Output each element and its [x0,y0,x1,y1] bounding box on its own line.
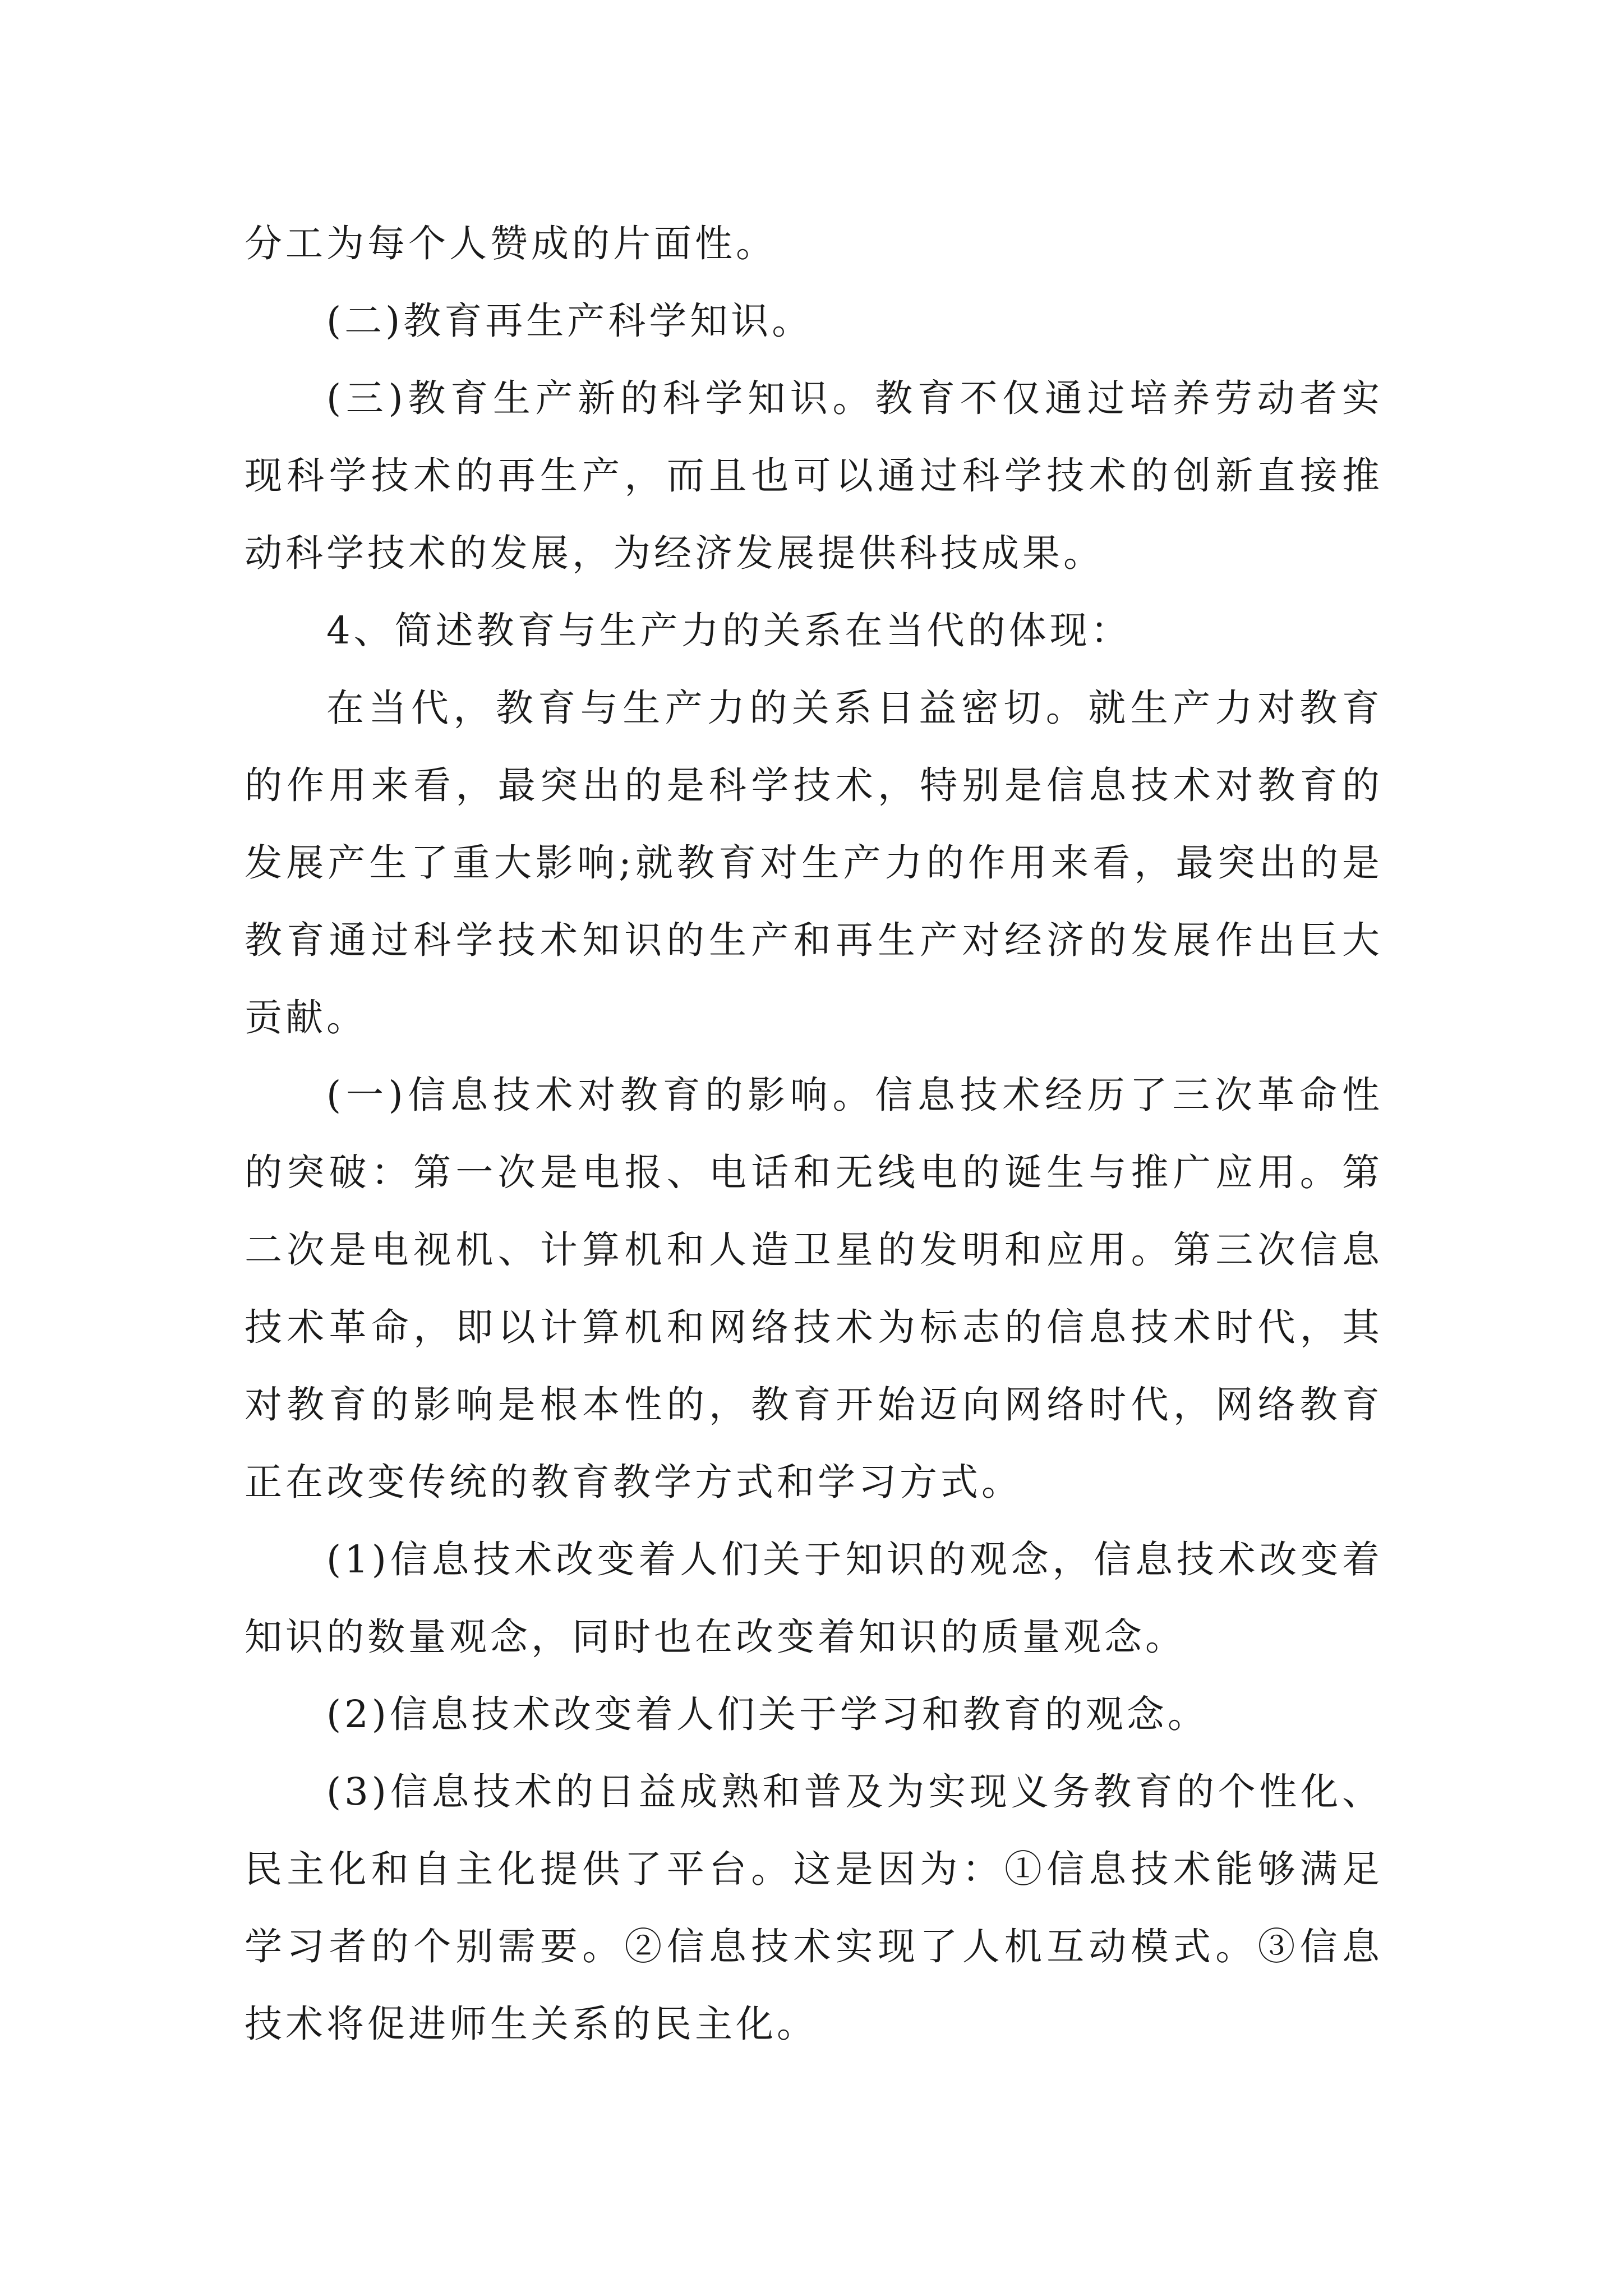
document-body [245,205,1383,2063]
paragraph-section-three: (三)教育生产新的科学知识。教育不仅通过培养劳动者实现科学技术的再生产，而且也可以通过科学技术的创新直接推动科学技术的发展，为经济发展提供科技成果。 [245,376,1383,575]
paragraph-contemporary: 在当代，教育与生产力的关系日益密切。就生产力对教育的作用来看，最突出的是科学技术，特别是信息技术对教育的发展产生了重大影响;就教育对生产力的作用来看，最突出的是教育通过科学技术知识的生产和再生产对经济的发展作出巨大贡献。 [245,686,1383,1039]
paragraph-section-two: (二)教育再生产科学知识。 [326,299,813,343]
paragraph-continuation: 分工为每个人赞成的片面性。 [245,222,777,265]
paragraph-it-impact: (一)信息技术对教育的影响。信息技术经历了三次革命性的突破：第一次是电报、电话和无线电的诞生与推广应用。第二次是电视机、计算机和人造卫星的发明和应用。第三次信息技术革命，即以计算机和网络技术为标志的信息技术时代，其对教育的影响是根本性的，教育开始迈向网络时代，网络教育正在改变传统的教育教学方式和学习方式。 [245,1073,1383,1504]
paragraph-point-one: (1)信息技术改变着人们关于知识的观念，信息技术改变着知识的数量观念，同时也在改变着知识的质量观念。 [245,1538,1383,1659]
paragraph-point-three: (3)信息技术的日益成熟和普及为实现义务教育的个性化、民主化和自主化提供了平台。这是因为：①信息技术能够满足学习者的个别需要。②信息技术实现了人机互动模式。③信息技术将促进师生关系的民主化。 [245,1770,1383,2046]
paragraph-point-two: (2)信息技术改变着人们关于学习和教育的观念。 [326,1692,1209,1736]
paragraph-question-four: 4、简述教育与生产力的关系在当代的体现： [326,609,1132,652]
